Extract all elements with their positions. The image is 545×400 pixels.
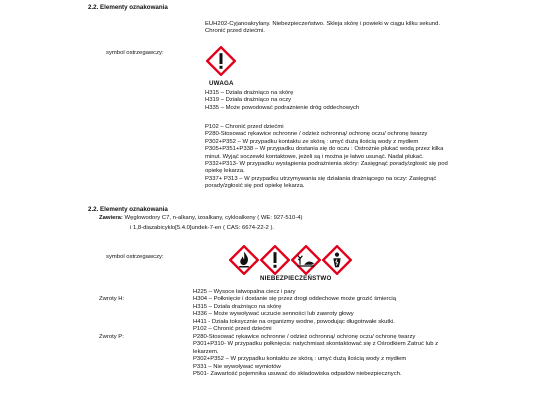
p-statement: P302+P352 – W przypadku kontaktu ze skórą : umyć dużą ilością wody z mydłem	[193, 356, 407, 363]
p-statement: lekarzem.	[193, 348, 219, 355]
flame-icon	[229, 245, 259, 275]
section1-top-lines	[205, 21, 440, 36]
p-statement: P301+P310- W przypadku połknięcia: natychmiast skontaktować się z Ośrodkiem Zatruć lub z	[193, 341, 439, 348]
section1-signal-word: UWAGA	[209, 80, 234, 87]
p-statement: P305+P351+P338 – W przypadku dostania się do oczu : Ostrożnie płukać wodą przez kilka	[205, 146, 444, 153]
environment-icon	[291, 245, 321, 275]
section1-p-statements	[205, 124, 448, 191]
section1-h-statements	[205, 90, 359, 112]
health-hazard-icon	[322, 245, 352, 275]
section2-symbol-label: symbol ostrzegawczy:	[106, 254, 164, 260]
section2-h-label: Zwroty H:	[99, 296, 125, 302]
p-statement: P280-Stosować rękawice ochronne / odzież ochronną/ ochronę oczu/ ochronę twarzy	[205, 131, 428, 138]
h-statement: H319 – Działa drażniąco na oczy	[205, 97, 292, 104]
top-line: EUH202-Cyjanoakrylany. Niebezpieczeństwo. Skleja skórę i powieki w ciągu kilku sekund.	[205, 21, 440, 27]
h-statement: H304 – Połknięcie i dostanie się przez drogi oddechowe może grozić śmiercią	[193, 296, 397, 303]
section2-p-statements	[193, 334, 438, 378]
h-statement: H411 - Działa toksycznie na organizmy wodne, powodując długotrwałe skutki.	[193, 318, 395, 325]
section2-heading: 2.2. Elementy oznakowania	[88, 206, 168, 213]
section1-heading: 2.2. Elementy oznakowania	[88, 4, 168, 11]
exclamation-mark-icon	[260, 245, 290, 275]
h-statement: H336 – Może wywoływać uczucie senności lub zawroty głowy	[193, 311, 354, 318]
section2-p-label: Zwroty P:	[99, 334, 124, 340]
exclamation-mark-icon	[206, 46, 236, 76]
section2-signal-word: NIEBEZPIECZEŃSTWO	[260, 275, 332, 282]
h-statement: H315 – Działa drażniąco na skórę	[205, 90, 294, 96]
contains-text: Węglowodory C7, n-alkany, izoalkany, cykloalkeny ( WE: 927-510-4)	[122, 215, 303, 221]
p-statement: opiekę lekarza.	[205, 168, 245, 175]
h-statement: P102 – Chronić przed dziećmi	[193, 326, 272, 333]
p-statement: P102 – Chronić przed dziećmi	[205, 124, 284, 130]
p-statement: P302+P352 – W przypadku kontaktu ze skórą : umyć dużą ilością wody z mydłem	[205, 138, 419, 145]
section2-h-statements	[193, 289, 396, 333]
h-statement: H335 – Może powodować podrażnienie dróg oddechowych	[205, 104, 360, 111]
p-statement: P331 – Nie wywoływać wymiotów	[193, 363, 281, 370]
contains-label: Zawiera:	[99, 215, 123, 221]
p-statement: P280-Stosować rękawice ochronne / odzież ochronną/ ochronę oczu/ ochronę twarzy	[193, 334, 416, 340]
p-statement: P337+ P313 – W przypadku utrzymywania się działania drażniącego na oczy: Zasięgnąć	[205, 175, 437, 182]
h-statement: H315 – Działa drażniąco na skórę	[193, 303, 282, 310]
p-statement: P501- Zawartość pojemnika usuwać do składowiska odpadów niebezpiecznych.	[193, 371, 402, 378]
section2-contains-line1	[99, 215, 302, 222]
section2-contains-line2: i 1,8-diazabicyklo[5.4.0]undek-7-en ( CAS: 6674-22-2 ).	[130, 225, 275, 231]
top-line: Chronić przed dziećmi.	[205, 28, 265, 35]
p-statement: minut. Wyjąć soczewki kontaktowe, jeżeli są i można je łatwo usunąć. Nadal płukać.	[205, 153, 424, 160]
p-statement: P332+P313- W przypadku wystąpienia podrażnienia skóry: Zasięgnąć porady/zgłosić się pod	[205, 161, 448, 168]
section1-symbol-label: symbol ostrzegawczy:	[106, 50, 164, 56]
h-statement: H225 – Wysoce łatwopalna ciecz i pary	[193, 289, 296, 295]
p-statement: porady/zgłosić się pod opiekę lekarza.	[205, 183, 305, 190]
